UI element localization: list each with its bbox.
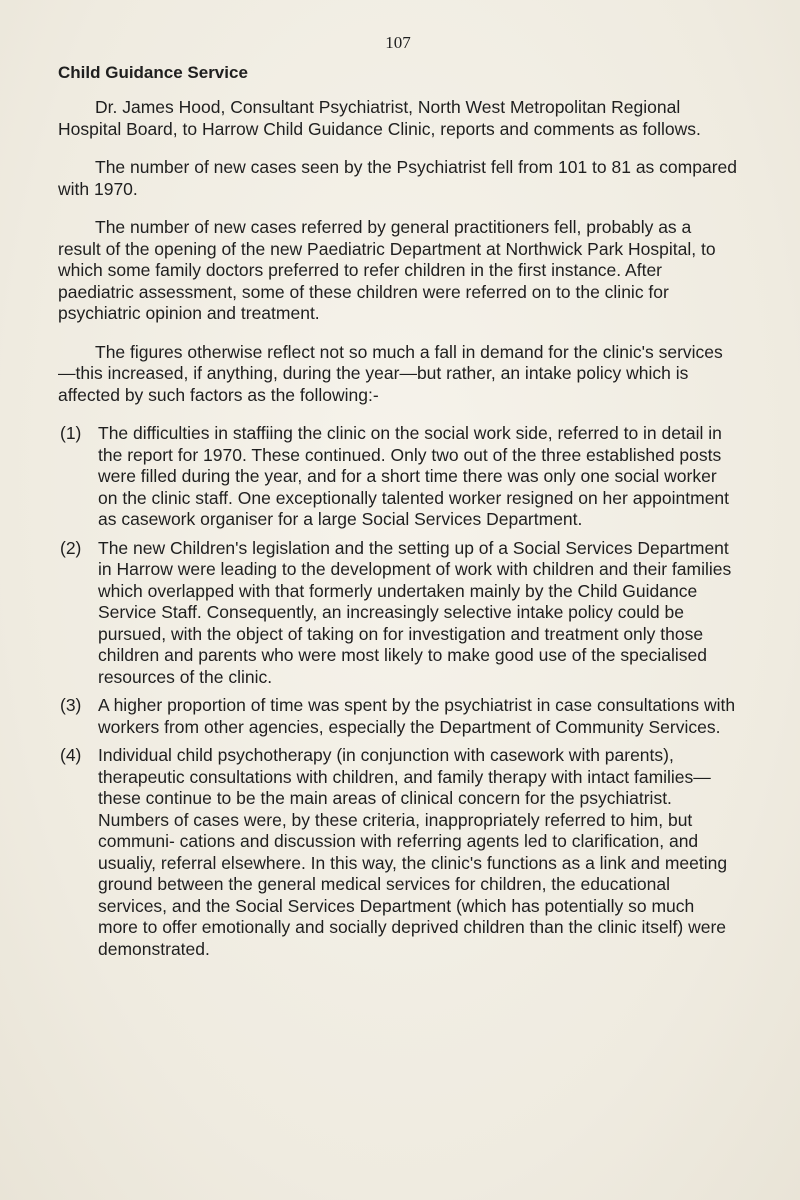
- page-number: 107: [385, 33, 411, 52]
- list-item-text: The difficulties in staffiing the clinic on the social work side, referred to in detail in the report for 1970. These continued. Only two out of the three established posts were filled during the year, and for a short time there was only one social worker on the clinic staff. One exceptionally talented worker resigned on her appointment as casework organiser for a large Social Services Department.: [98, 423, 730, 529]
- list-item-text: The new Children's legislation and the setting up of a Social Services Department in Harrow were leading to the development of work with children and their families which overlapped with that formerly undertaken mainly by the Child Guidance Service Staff. Consequently, an increasingly selective intake policy could be pursued, with the object of taking on for investigation and treatment only those children and parents who were most likely to make good use of the specialised resources of the clinic.: [98, 537, 732, 687]
- list-item-number: (1): [60, 423, 82, 443]
- list-item-number: (2): [60, 537, 82, 558]
- list-item-number: (4): [60, 745, 82, 765]
- list-item-number: (3): [60, 695, 82, 715]
- list-item: [58, 538, 738, 689]
- paragraph-intake-policy: The figures otherwise reflect not so much a fall in demand for the clinic's services—this increased, if anything, during the year—but rather, an intake policy which is affected by such factors as the following:-: [58, 341, 723, 405]
- list-item: [58, 695, 738, 738]
- list-item: [58, 745, 738, 960]
- factors-list: [58, 423, 738, 960]
- section-heading: Child Guidance Service: [58, 63, 248, 82]
- paragraph-gp-referrals: The number of new cases referred by general practitioners fell, probably as a result of the opening of the new Paediatric Department at Northwick Park Hospital, to which some family doctors preferred to refer children in the first instance. After paediatric assessment, some of these children were referred on to the clinic for psychiatric opinion and treatment.: [58, 217, 716, 323]
- list-item: [58, 423, 738, 531]
- paragraph-intro: Dr. James Hood, Consultant Psychiatrist, North West Metropolitan Regional Hospital Board, to Harrow Child Guidance Clinic, reports and comments as follows.: [58, 97, 701, 139]
- list-item-text: Individual child psychotherapy (in conjunction with casework with parents), therapeutic consultations with children, and family therapy with intact families—these continue to be the main areas of clinical concern for the psychiatrist. Numbers of cases were, by these criteria, inappropriately referred to him, but communi- cations and discussion with referring agents led to clarification, and usualiy, referral elsewhere. In this way, the clinic's functions as a link and meeting ground between the general medical services for children, the educational services, and the Social Services Department (which has potentially so much more to offer emotionally and socially deprived children than the clinic itself) were demonstrated.: [98, 745, 728, 959]
- paragraph-new-cases: The number of new cases seen by the Psychiatrist fell from 101 to 81 as compared with 1970.: [58, 157, 737, 199]
- list-item-text: A higher proportion of time was spent by the psychiatrist in case consultations with workers from other agencies, especially the Department of Community Services.: [98, 695, 736, 737]
